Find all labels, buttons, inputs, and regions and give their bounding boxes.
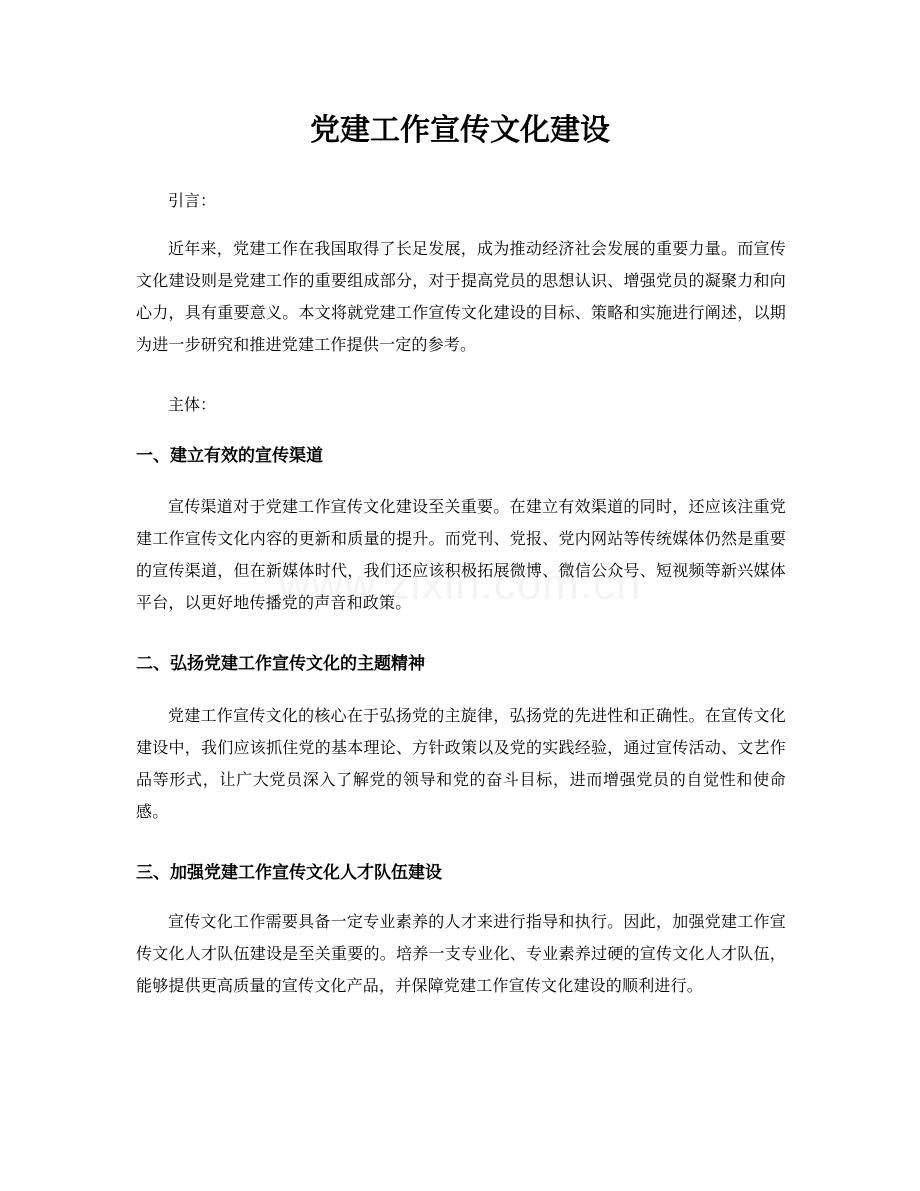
body-label: 主体：: [168, 395, 217, 414]
section-1-paragraph: 宣传渠道对于党建工作宣传文化建设至关重要。在建立有效渠道的同时，还应该注重党建工作宣传文化内容的更新和质量的提升。而党刊、党报、党内网站等传统媒体仍然是重要的宣传渠道，但在新媒体时代，我们还应该积极拓展微博、微信公众号、短视频等新兴媒体平台，以更好地传播党的声音和政策。: [136, 497, 786, 612]
section-3-heading: 三、加强党建工作宣传文化人才队伍建设: [136, 863, 442, 883]
intro-paragraph: 近年来，党建工作在我国取得了长足发展，成为推动经济社会发展的重要力量。而宣传文化建设则是党建工作的重要组成部分，对于提高党员的思想认识、增强党员的凝聚力和向心力，具有重要意义。本文将就党建工作宣传文化建设的目标、策略和实施进行阐述，以期为进一步研究和推进党建工作提供一定的参考。: [136, 239, 786, 354]
section-3-paragraph: 宣传文化工作需要具备一定专业素养的人才来进行指导和执行。因此，加强党建工作宣传文化人才队伍建设是至关重要的。培养一支专业化、专业素养过硬的宣传文化人才队伍，能够提供更高质量的宣传文化产品，并保障党建工作宣传文化建设的顺利进行。: [136, 912, 786, 995]
intro-label: 引言：: [168, 191, 217, 210]
section-2-heading: 二、弘扬党建工作宣传文化的主题精神: [136, 654, 425, 674]
document-title: 党建工作宣传文化建设: [310, 113, 610, 148]
section-2-paragraph: 党建工作宣传文化的核心在于弘扬党的主旋律，弘扬党的先进性和正确性。在宣传文化建设中，我们应该抓住党的基本理论、方针政策以及党的实践经验，通过宣传活动、文艺作品等形式，让广大党员深入了解党的领导和党的奋斗目标，进而增强党员的自觉性和使命感。: [136, 706, 786, 821]
section-1-heading: 一、建立有效的宣传渠道: [136, 446, 323, 466]
